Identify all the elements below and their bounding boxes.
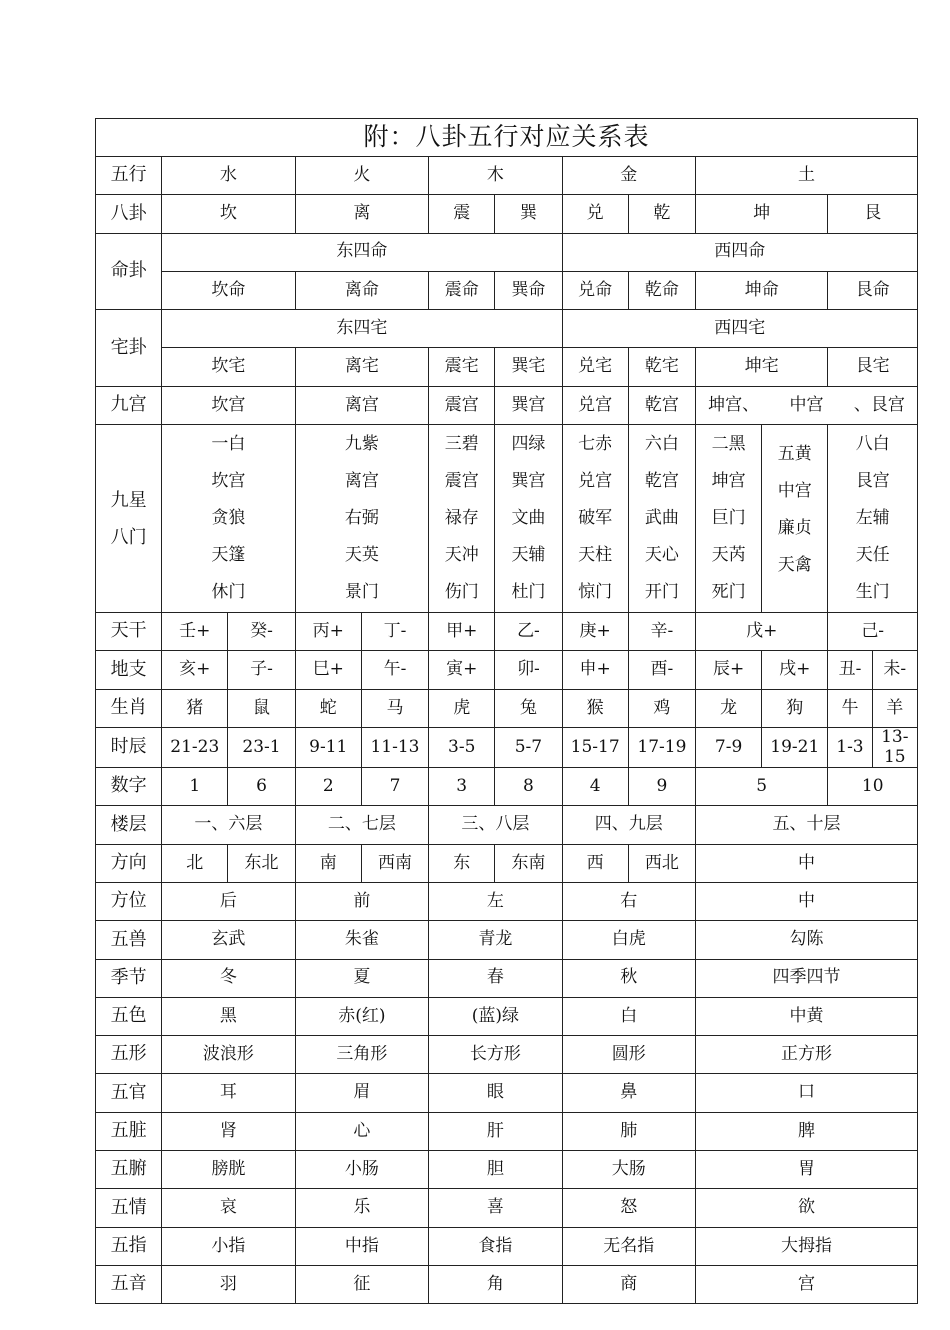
row-label: 五指 bbox=[96, 1227, 162, 1265]
table-cell: 坎宅 bbox=[162, 348, 295, 386]
table-cell: 乾 bbox=[628, 195, 695, 233]
star-cell: 左辅 bbox=[855, 508, 890, 529]
table-cell: 己- bbox=[828, 613, 918, 651]
table-cell: 寅+ bbox=[429, 651, 495, 689]
table-cell: 右 bbox=[562, 882, 695, 920]
table-cell: 中指 bbox=[295, 1227, 428, 1265]
jiugong-gen: 、艮宫 bbox=[853, 394, 905, 415]
table-cell: 9 bbox=[628, 768, 695, 806]
table-cell: 西 bbox=[562, 844, 628, 882]
table-cell: 兑宫 bbox=[562, 386, 628, 424]
table-cell: 23-1 bbox=[228, 727, 295, 767]
row-label: 生肖 bbox=[96, 689, 162, 727]
table-cell: 左 bbox=[429, 882, 562, 920]
table-cell: 9-11 bbox=[295, 727, 361, 767]
table-cell: 角 bbox=[429, 1265, 562, 1303]
star-cell: 一白 bbox=[211, 434, 246, 455]
table-cell: 食指 bbox=[429, 1227, 562, 1265]
table-cell: 眼 bbox=[429, 1074, 562, 1112]
table-cell: 水 bbox=[162, 157, 295, 195]
table-cell: 正方形 bbox=[696, 1036, 918, 1074]
table-cell: 丑- bbox=[828, 651, 872, 689]
table-cell: 15-17 bbox=[562, 727, 628, 767]
table-cell: 狗 bbox=[762, 689, 828, 727]
table-cell: 鸡 bbox=[628, 689, 695, 727]
table-cell: 巽命 bbox=[495, 271, 562, 309]
table-cell: 四季四节 bbox=[696, 959, 918, 997]
star-cell: 廉贞 bbox=[777, 517, 812, 538]
table-row bbox=[96, 271, 918, 309]
star-column bbox=[628, 425, 695, 613]
jiugong-zhong: 中宫 bbox=[789, 394, 824, 415]
table-cell: 肾 bbox=[162, 1112, 295, 1150]
star-cell: 天芮 bbox=[711, 545, 746, 566]
table-cell: 兑宅 bbox=[562, 348, 628, 386]
table-cell: 肺 bbox=[562, 1112, 695, 1150]
table-cell: 13-15 bbox=[872, 727, 917, 767]
star-cell: 死门 bbox=[711, 582, 746, 603]
row-label: 方位 bbox=[96, 882, 162, 920]
star-column bbox=[696, 425, 762, 613]
table-cell: 离宅 bbox=[295, 348, 428, 386]
row-label: 五音 bbox=[96, 1265, 162, 1303]
star-cell: 破军 bbox=[578, 508, 613, 529]
table-cell: 东南 bbox=[495, 844, 562, 882]
star-cell: 巨门 bbox=[711, 508, 746, 529]
table-cell: 3 bbox=[429, 768, 495, 806]
table-row bbox=[96, 613, 918, 651]
table-cell: 17-19 bbox=[628, 727, 695, 767]
table-cell: 艮命 bbox=[828, 271, 918, 309]
table-cell bbox=[696, 386, 918, 424]
star-cell: 乾宫 bbox=[644, 471, 679, 492]
table-cell: 戊+ bbox=[696, 613, 828, 651]
star-cell: 离宫 bbox=[344, 471, 379, 492]
table-cell: 欲 bbox=[696, 1189, 918, 1227]
table-row bbox=[96, 348, 918, 386]
table-cell: 怒 bbox=[562, 1189, 695, 1227]
table-cell: 勾陈 bbox=[696, 921, 918, 959]
table-cell: 兔 bbox=[495, 689, 562, 727]
row-label: 九宫 bbox=[96, 386, 162, 424]
star-cell: 天辅 bbox=[511, 545, 546, 566]
row-label: 数字 bbox=[96, 768, 162, 806]
row-label bbox=[96, 425, 162, 613]
star-cell: 震宫 bbox=[444, 471, 479, 492]
table-cell: 乾宫 bbox=[628, 386, 695, 424]
table-cell: 后 bbox=[162, 882, 295, 920]
table-cell: 震宫 bbox=[429, 386, 495, 424]
table-row bbox=[96, 959, 918, 997]
table-cell: 亥+ bbox=[162, 651, 228, 689]
table-cell: 8 bbox=[495, 768, 562, 806]
table-row bbox=[96, 425, 918, 613]
table-cell: 艮 bbox=[828, 195, 918, 233]
table-cell: 三角形 bbox=[295, 1036, 428, 1074]
table-cell: 坎命 bbox=[162, 271, 295, 309]
star-column bbox=[162, 425, 295, 613]
table-cell: 丙+ bbox=[295, 613, 361, 651]
table-cell: 秋 bbox=[562, 959, 695, 997]
star-cell: 坎宫 bbox=[211, 471, 246, 492]
group-header: 西四宅 bbox=[562, 310, 917, 348]
table-cell: 西北 bbox=[628, 844, 695, 882]
star-cell: 天禽 bbox=[777, 554, 812, 575]
table-cell: 坤 bbox=[696, 195, 828, 233]
table-cell: 春 bbox=[429, 959, 562, 997]
row-label: 天干 bbox=[96, 613, 162, 651]
table-cell: 北 bbox=[162, 844, 228, 882]
star-cell: 伤门 bbox=[444, 582, 479, 603]
table-cell: 1 bbox=[162, 768, 228, 806]
table-cell: 子- bbox=[228, 651, 295, 689]
table-cell: 中黄 bbox=[696, 997, 918, 1035]
table-row bbox=[96, 997, 918, 1035]
table-cell: 脾 bbox=[696, 1112, 918, 1150]
star-cell: 右弼 bbox=[344, 508, 379, 529]
table-cell: 巽宅 bbox=[495, 348, 562, 386]
star-column bbox=[828, 425, 918, 613]
table-cell: 鼻 bbox=[562, 1074, 695, 1112]
table-cell: 乐 bbox=[295, 1189, 428, 1227]
row-label: 五情 bbox=[96, 1189, 162, 1227]
table-row bbox=[96, 195, 918, 233]
row-label: 宅卦 bbox=[96, 310, 162, 387]
table-cell: 耳 bbox=[162, 1074, 295, 1112]
star-cell: 武曲 bbox=[644, 508, 679, 529]
row-label: 五兽 bbox=[96, 921, 162, 959]
table-cell: 震 bbox=[429, 195, 495, 233]
table-cell: 巳+ bbox=[295, 651, 361, 689]
table-cell: 艮宅 bbox=[828, 348, 918, 386]
table-row bbox=[96, 1265, 918, 1303]
row-label: 五腑 bbox=[96, 1151, 162, 1189]
table-cell: 6 bbox=[228, 768, 295, 806]
table-cell: 木 bbox=[429, 157, 562, 195]
table-cell: 甲+ bbox=[429, 613, 495, 651]
star-cell: 天柱 bbox=[578, 545, 613, 566]
correspondence-table bbox=[95, 118, 918, 1304]
table-cell: 震宅 bbox=[429, 348, 495, 386]
table-row bbox=[96, 310, 918, 348]
table-cell: 兑 bbox=[562, 195, 628, 233]
table-cell: 肝 bbox=[429, 1112, 562, 1150]
table-cell: 中 bbox=[696, 844, 918, 882]
row-label: 五行 bbox=[96, 157, 162, 195]
star-cell: 五黄 bbox=[777, 443, 812, 464]
table-cell: 壬+ bbox=[162, 613, 228, 651]
row-label: 地支 bbox=[96, 651, 162, 689]
star-column-center bbox=[762, 425, 828, 613]
table-row bbox=[96, 1112, 918, 1150]
table-cell: 卯- bbox=[495, 651, 562, 689]
table-cell: 三、八层 bbox=[429, 806, 562, 844]
table-cell: (蓝)绿 bbox=[429, 997, 562, 1035]
star-cell: 惊门 bbox=[578, 582, 613, 603]
table-cell: 1-3 bbox=[828, 727, 872, 767]
row-label-line: 九星 bbox=[110, 489, 147, 511]
table-cell: 离命 bbox=[295, 271, 428, 309]
table-cell: 兑命 bbox=[562, 271, 628, 309]
table-cell: 朱雀 bbox=[295, 921, 428, 959]
star-cell: 禄存 bbox=[444, 508, 479, 529]
table-cell: 癸- bbox=[228, 613, 295, 651]
table-cell: 小肠 bbox=[295, 1151, 428, 1189]
table-cell: 胆 bbox=[429, 1151, 562, 1189]
star-cell: 巽宫 bbox=[511, 471, 546, 492]
table-cell: 大肠 bbox=[562, 1151, 695, 1189]
star-column bbox=[295, 425, 428, 613]
table-title: 附：八卦五行对应关系表 bbox=[96, 119, 918, 157]
table-cell: 四、九层 bbox=[562, 806, 695, 844]
table-cell: 坤宅 bbox=[696, 348, 828, 386]
table-cell: 胃 bbox=[696, 1151, 918, 1189]
table-cell: 冬 bbox=[162, 959, 295, 997]
table-cell: 宫 bbox=[696, 1265, 918, 1303]
table-row bbox=[96, 882, 918, 920]
table-cell: 膀胱 bbox=[162, 1151, 295, 1189]
star-cell: 天篷 bbox=[211, 545, 246, 566]
table-cell: 心 bbox=[295, 1112, 428, 1150]
star-cell: 三碧 bbox=[444, 434, 479, 455]
table-cell: 辰+ bbox=[696, 651, 762, 689]
table-cell: 圆形 bbox=[562, 1036, 695, 1074]
star-cell: 四绿 bbox=[511, 434, 546, 455]
table-cell: 11-13 bbox=[361, 727, 428, 767]
table-row bbox=[96, 1074, 918, 1112]
table-row bbox=[96, 386, 918, 424]
row-label-line: 八门 bbox=[110, 526, 147, 548]
table-cell: 戌+ bbox=[762, 651, 828, 689]
star-cell: 生门 bbox=[855, 582, 890, 603]
table-cell: 羽 bbox=[162, 1265, 295, 1303]
star-cell: 开门 bbox=[644, 582, 679, 603]
row-label: 季节 bbox=[96, 959, 162, 997]
table-cell: 黑 bbox=[162, 997, 295, 1035]
table-cell: 东 bbox=[429, 844, 495, 882]
table-cell: 马 bbox=[361, 689, 428, 727]
table-cell: 7-9 bbox=[696, 727, 762, 767]
star-cell: 二黑 bbox=[711, 434, 746, 455]
star-cell: 杜门 bbox=[511, 582, 546, 603]
table-cell: 猪 bbox=[162, 689, 228, 727]
table-cell: 羊 bbox=[872, 689, 917, 727]
table-cell: 丁- bbox=[361, 613, 428, 651]
table-row bbox=[96, 233, 918, 271]
table-cell: 19-21 bbox=[762, 727, 828, 767]
row-label: 方向 bbox=[96, 844, 162, 882]
group-header: 西四命 bbox=[562, 233, 917, 271]
table-cell: 青龙 bbox=[429, 921, 562, 959]
star-cell: 坤宫 bbox=[711, 471, 746, 492]
table-cell: 3-5 bbox=[429, 727, 495, 767]
table-cell: 东北 bbox=[228, 844, 295, 882]
table-cell: 乙- bbox=[495, 613, 562, 651]
table-cell: 震命 bbox=[429, 271, 495, 309]
table-row bbox=[96, 651, 918, 689]
table-cell: 10 bbox=[828, 768, 918, 806]
table-cell: 午- bbox=[361, 651, 428, 689]
row-label: 时辰 bbox=[96, 727, 162, 767]
table-cell: 大拇指 bbox=[696, 1227, 918, 1265]
table-cell: 坤命 bbox=[696, 271, 828, 309]
star-cell: 景门 bbox=[344, 582, 379, 603]
table-row bbox=[96, 768, 918, 806]
table-cell: 鼠 bbox=[228, 689, 295, 727]
table-cell: 申+ bbox=[562, 651, 628, 689]
table-row bbox=[96, 921, 918, 959]
table-row bbox=[96, 727, 918, 767]
table-cell: 7 bbox=[361, 768, 428, 806]
table-cell: 坎宫 bbox=[162, 386, 295, 424]
table-cell: 夏 bbox=[295, 959, 428, 997]
table-cell: 巽 bbox=[495, 195, 562, 233]
table-cell: 长方形 bbox=[429, 1036, 562, 1074]
row-label: 五脏 bbox=[96, 1112, 162, 1150]
star-cell: 中宫 bbox=[777, 480, 812, 501]
table-row bbox=[96, 1189, 918, 1227]
table-cell: 商 bbox=[562, 1265, 695, 1303]
star-cell: 天冲 bbox=[444, 545, 479, 566]
star-cell: 兑宫 bbox=[578, 471, 613, 492]
star-cell: 天心 bbox=[644, 545, 679, 566]
row-label: 五色 bbox=[96, 997, 162, 1035]
table-cell: 辛- bbox=[628, 613, 695, 651]
star-cell: 文曲 bbox=[511, 508, 546, 529]
table-cell: 喜 bbox=[429, 1189, 562, 1227]
table-row bbox=[96, 806, 918, 844]
table-cell: 口 bbox=[696, 1074, 918, 1112]
table-cell: 酉- bbox=[628, 651, 695, 689]
table-cell: 眉 bbox=[295, 1074, 428, 1112]
row-label: 八卦 bbox=[96, 195, 162, 233]
table-row bbox=[96, 1227, 918, 1265]
star-column bbox=[495, 425, 562, 613]
table-row bbox=[96, 157, 918, 195]
table-row bbox=[96, 1036, 918, 1074]
title-row bbox=[96, 119, 918, 157]
table-cell: 坎 bbox=[162, 195, 295, 233]
table-cell: 白虎 bbox=[562, 921, 695, 959]
table-cell: 赤(红) bbox=[295, 997, 428, 1035]
table-cell: 火 bbox=[295, 157, 428, 195]
jiugong-kun: 坤宫、 bbox=[708, 394, 760, 415]
table-cell: 21-23 bbox=[162, 727, 228, 767]
table-cell: 乾宅 bbox=[628, 348, 695, 386]
table-cell: 玄武 bbox=[162, 921, 295, 959]
table-cell: 波浪形 bbox=[162, 1036, 295, 1074]
table-cell: 一、六层 bbox=[162, 806, 295, 844]
table-cell: 未- bbox=[872, 651, 917, 689]
star-column bbox=[562, 425, 628, 613]
star-column bbox=[429, 425, 495, 613]
star-cell: 七赤 bbox=[578, 434, 613, 455]
star-cell: 天任 bbox=[855, 545, 890, 566]
table-cell: 龙 bbox=[696, 689, 762, 727]
table-cell: 南 bbox=[295, 844, 361, 882]
table-cell: 猴 bbox=[562, 689, 628, 727]
row-label: 五形 bbox=[96, 1036, 162, 1074]
table-cell: 庚+ bbox=[562, 613, 628, 651]
table-cell: 巽宫 bbox=[495, 386, 562, 424]
star-cell: 九紫 bbox=[344, 434, 379, 455]
table-cell: 征 bbox=[295, 1265, 428, 1303]
table-cell: 牛 bbox=[828, 689, 872, 727]
star-cell: 贪狼 bbox=[211, 508, 246, 529]
star-cell: 艮宫 bbox=[855, 471, 890, 492]
table-cell: 土 bbox=[696, 157, 918, 195]
star-cell: 天英 bbox=[344, 545, 379, 566]
table-row bbox=[96, 689, 918, 727]
table-cell: 哀 bbox=[162, 1189, 295, 1227]
table-cell: 离宫 bbox=[295, 386, 428, 424]
table-cell: 虎 bbox=[429, 689, 495, 727]
table-cell: 离 bbox=[295, 195, 428, 233]
row-label: 命卦 bbox=[96, 233, 162, 310]
table-cell: 2 bbox=[295, 768, 361, 806]
table-row bbox=[96, 844, 918, 882]
table-cell: 乾命 bbox=[628, 271, 695, 309]
table-cell: 金 bbox=[562, 157, 695, 195]
table-cell: 二、七层 bbox=[295, 806, 428, 844]
table-cell: 五、十层 bbox=[696, 806, 918, 844]
table-cell: 4 bbox=[562, 768, 628, 806]
table-cell: 5 bbox=[696, 768, 828, 806]
star-cell: 六白 bbox=[644, 434, 679, 455]
table-cell: 前 bbox=[295, 882, 428, 920]
table-cell: 小指 bbox=[162, 1227, 295, 1265]
table-cell: 5-7 bbox=[495, 727, 562, 767]
row-label: 五官 bbox=[96, 1074, 162, 1112]
table-cell: 中 bbox=[696, 882, 918, 920]
group-header: 东四宅 bbox=[162, 310, 562, 348]
table-cell: 无名指 bbox=[562, 1227, 695, 1265]
star-cell: 休门 bbox=[211, 582, 246, 603]
table-row bbox=[96, 1151, 918, 1189]
table-cell: 蛇 bbox=[295, 689, 361, 727]
group-header: 东四命 bbox=[162, 233, 562, 271]
row-label: 楼层 bbox=[96, 806, 162, 844]
star-cell: 八白 bbox=[855, 434, 890, 455]
table-cell: 西南 bbox=[361, 844, 428, 882]
table-cell: 白 bbox=[562, 997, 695, 1035]
